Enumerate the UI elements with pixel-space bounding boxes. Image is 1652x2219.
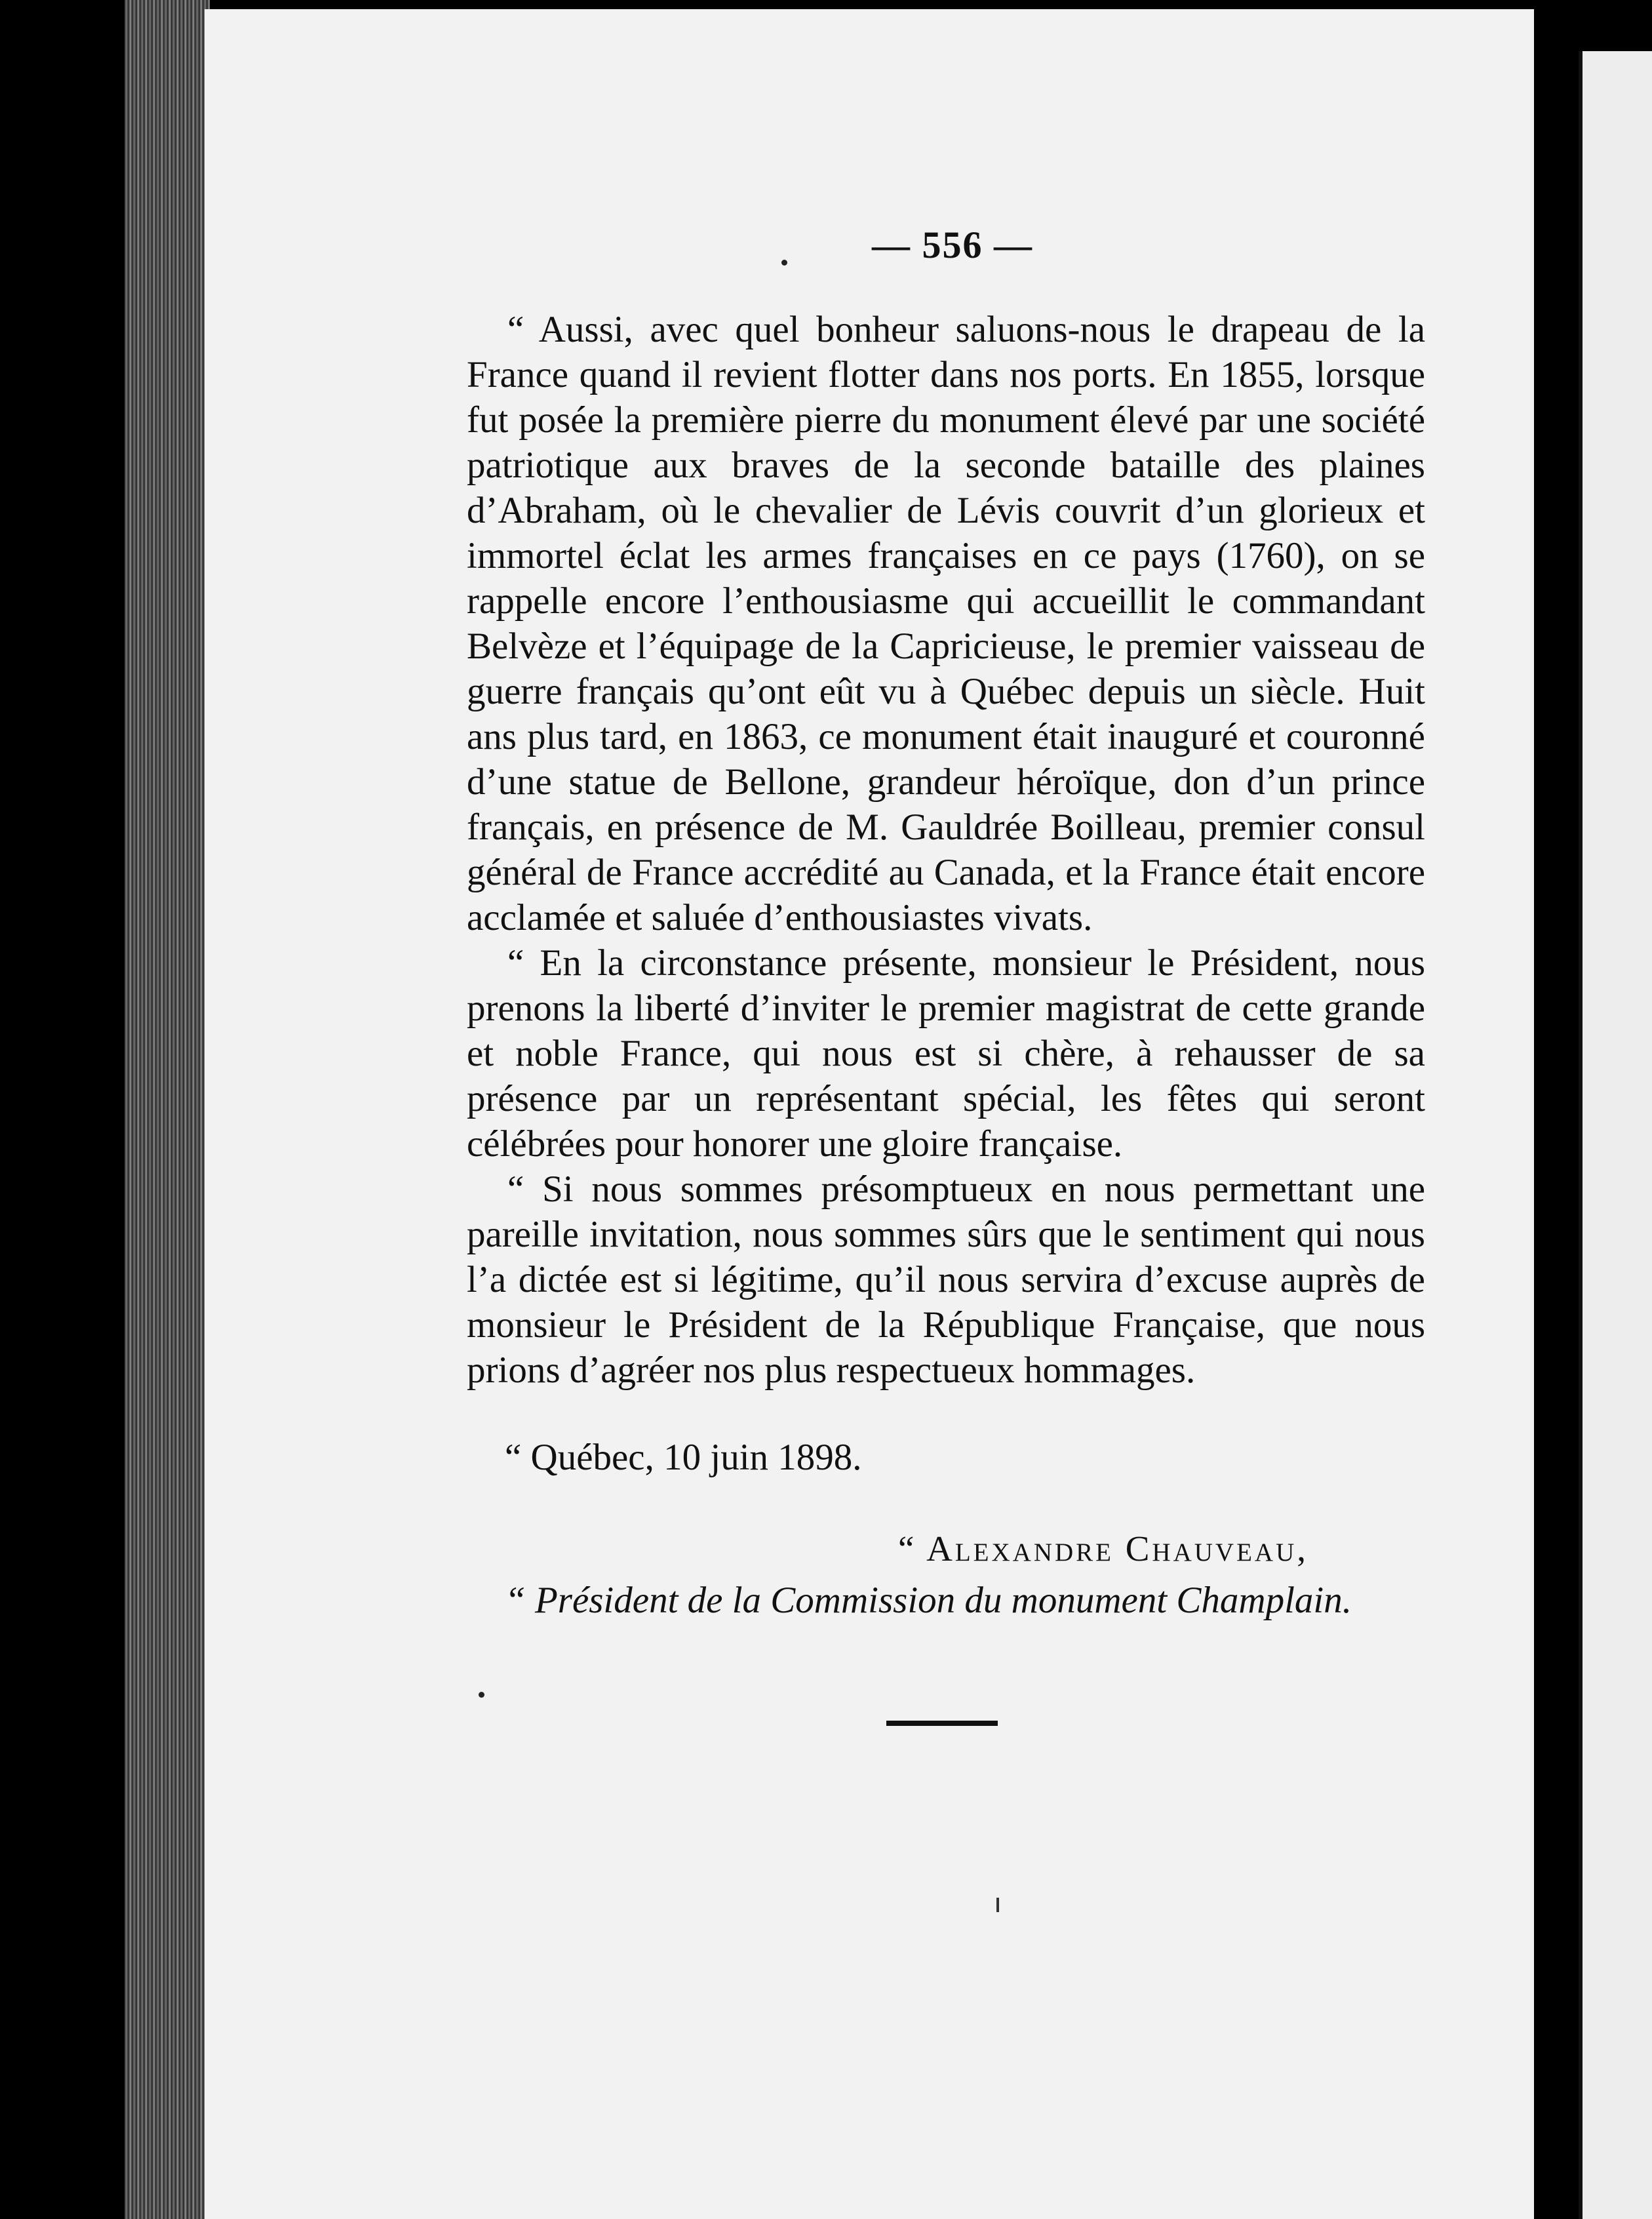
paragraph-1: “ Aussi, avec quel bonheur saluons-nous le drapeau de la France quand il revient flotter dans nos ports. En 1855, lorsque fut posée la première pierre du monument élevé par une société patriotique aux braves de la seconde bataille des plaines d’Abraham, où le chevalier de Lévis couvrit d’un glorieux et immortel éclat les armes françaises en ce pays (1760), on se rappelle encore l’enthousiasme qui accueillit le commandant Belvèze et l’équipage de la Capricieuse, le premier vaisseau de guerre français qu’ont eût vu à Québec depuis un siècle. Huit ans plus tard, en 1863, ce monument était inauguré et couronné d’une statue de Bellone, grandeur héroïque, don d’un prince français, en présence de M. Gauldrée Boilleau, premier consul général de France accrédité au Canada, et la France était encore acclamée et saluée d’enthousiastes vivats. [467,309,1425,938]
print-speck [479,1692,484,1698]
letter-body [467,307,1425,1393]
print-mark [996,1898,999,1912]
facing-page-edge [1579,51,1652,2219]
closing-rule [886,1721,998,1726]
date-line: “ Québec, 10 juin 1898. [505,1437,862,1478]
print-speck [781,260,787,266]
paragraph-2: “ En la circonstance présente, monsieur le Président, nous prenons la liberté d’inviter le premier magistrat de cette grande et noble France, qui nous est si chère, à rehausser de sa présence par un représentant spécial, les fêtes qui seront célébrées pour honorer une gloire française. [467,942,1425,1165]
book-page-edges [125,0,210,2219]
signature-name: “ Alexandre Chauveau, [898,1529,1308,1569]
page-number: — 556 — [872,224,1033,266]
paragraph-3: “ Si nous sommes présomptueux en nous permettant une pareille invitation, nous sommes sûrs que le sentiment qui nous l’a dictée est si légitime, qu’il nous servira d’excuse auprès de monsieur le Président de la République Française, que nous prions d’agréer nos plus respectueux hommages. [467,1169,1425,1391]
signature-title: “ Président de la Commission du monument Champlain. [505,1580,1352,1621]
